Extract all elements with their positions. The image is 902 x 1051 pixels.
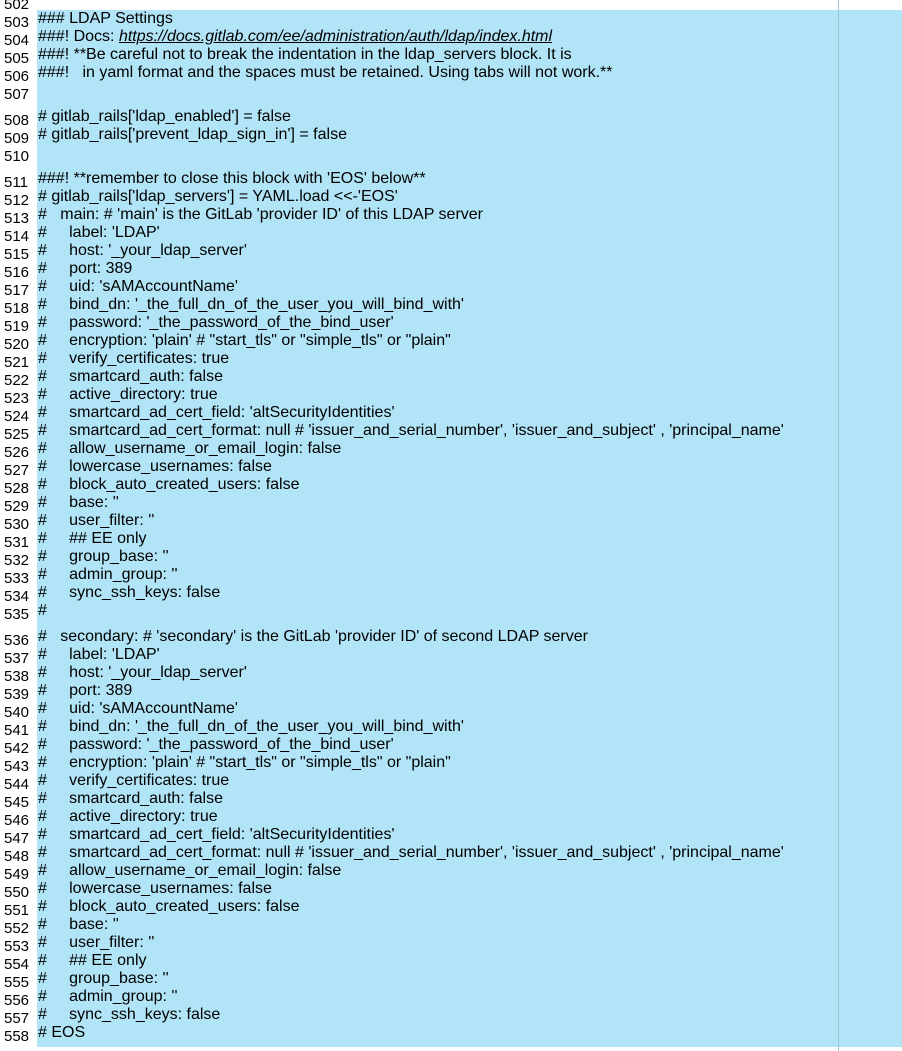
code-line[interactable] <box>0 862 902 883</box>
code-line[interactable] <box>0 700 902 721</box>
code-line[interactable] <box>0 108 902 129</box>
line-number: 529 <box>4 498 30 515</box>
code-text[interactable]: # lowercase_usernames: false <box>38 458 272 475</box>
code-text[interactable]: # active_directory: true <box>38 386 218 403</box>
code-text[interactable]: # smartcard_ad_cert_format: null # 'issuer_and_serial_number', 'issuer_and_subject' , 'principal_name' <box>38 844 784 861</box>
line-number: 532 <box>4 552 30 569</box>
code-line[interactable] <box>0 440 902 461</box>
code-line[interactable] <box>0 1024 902 1045</box>
code-line[interactable] <box>0 628 902 649</box>
code-line[interactable] <box>0 790 902 811</box>
code-line[interactable] <box>0 1006 902 1027</box>
code-line[interactable] <box>0 898 902 919</box>
code-text[interactable]: # ## EE only <box>38 952 147 969</box>
code-text[interactable]: # sync_ssh_keys: false <box>38 584 221 601</box>
code-text[interactable]: ### LDAP Settings <box>38 10 173 27</box>
code-line[interactable] <box>0 970 902 991</box>
docs-link[interactable]: https://docs.gitlab.com/ee/administration/auth/ldap/index.html <box>118 28 553 45</box>
line-number: 510 <box>4 148 30 165</box>
code-text[interactable]: # smartcard_ad_cert_field: 'altSecurityIdentities' <box>38 826 395 843</box>
line-number: 504 <box>4 32 30 49</box>
code-line[interactable] <box>0 224 902 245</box>
code-text[interactable]: # block_auto_created_users: false <box>38 476 300 493</box>
code-line[interactable] <box>0 664 902 685</box>
line-number: 556 <box>4 992 30 1009</box>
code-text[interactable]: # secondary: # 'secondary' is the GitLab 'provider ID' of second LDAP server <box>38 628 588 645</box>
line-number: 512 <box>4 192 30 209</box>
line-number: 521 <box>4 354 30 371</box>
line-number: 533 <box>4 570 30 587</box>
code-line[interactable] <box>0 350 902 371</box>
code-text[interactable]: # active_directory: true <box>38 808 218 825</box>
code-text[interactable]: ###! in yaml format and the spaces must be retained. Using tabs will not work.** <box>38 64 613 81</box>
line-number: 538 <box>4 668 30 685</box>
code-line[interactable] <box>0 332 902 353</box>
code-text[interactable]: # encryption: 'plain' # "start_tls" or "simple_tls" or "plain" <box>38 332 451 349</box>
code-line[interactable] <box>0 916 902 937</box>
code-line[interactable] <box>0 0 902 13</box>
code-text[interactable]: # admin_group: '' <box>38 566 178 583</box>
code-text-prefix: ###! Docs: <box>38 28 119 45</box>
code-text[interactable]: # password: '_the_password_of_the_bind_user' <box>38 314 394 331</box>
code-line[interactable] <box>0 260 902 281</box>
code-line[interactable] <box>0 682 902 703</box>
code-line[interactable] <box>0 566 902 587</box>
code-text[interactable]: # label: 'LDAP' <box>38 224 160 241</box>
line-number: 508 <box>4 112 30 129</box>
code-text[interactable]: # sync_ssh_keys: false <box>38 1006 221 1023</box>
code-line[interactable] <box>0 206 902 227</box>
line-number: 549 <box>4 866 30 883</box>
line-number: 546 <box>4 812 30 829</box>
code-line[interactable] <box>0 64 902 85</box>
line-number: 547 <box>4 830 30 847</box>
code-text[interactable]: # port: 389 <box>38 260 133 277</box>
code-line[interactable] <box>0 646 902 667</box>
code-line[interactable] <box>0 314 902 335</box>
line-number: 545 <box>4 794 30 811</box>
line-number: 513 <box>4 210 30 227</box>
line-number: 503 <box>4 14 30 31</box>
line-number: 516 <box>4 264 30 281</box>
code-text[interactable]: # admin_group: '' <box>38 988 178 1005</box>
line-number: 515 <box>4 246 30 263</box>
line-number: 522 <box>4 372 30 389</box>
code-text[interactable]: ###! **Be careful not to break the indentation in the ldap_servers block. It is <box>38 46 572 63</box>
code-line[interactable] <box>0 934 902 955</box>
line-number: 528 <box>4 480 30 497</box>
line-number: 537 <box>4 650 30 667</box>
line-number: 555 <box>4 974 30 991</box>
code-text[interactable]: # main: # 'main' is the GitLab 'provider ID' of this LDAP server <box>38 206 483 223</box>
line-number: 544 <box>4 776 30 793</box>
code-line[interactable] <box>0 46 902 67</box>
code-line[interactable] <box>0 602 902 628</box>
line-number: 517 <box>4 282 30 299</box>
line-number: 514 <box>4 228 30 245</box>
line-number: 524 <box>4 408 30 425</box>
line-number: 539 <box>4 686 30 703</box>
line-number: 525 <box>4 426 30 443</box>
line-number: 519 <box>4 318 30 335</box>
code-line[interactable] <box>0 808 902 829</box>
line-number: 541 <box>4 722 30 739</box>
code-line[interactable] <box>0 826 902 847</box>
line-number: 534 <box>4 588 30 605</box>
code-text[interactable]: # allow_username_or_email_login: false <box>38 440 342 457</box>
code-line[interactable] <box>0 28 902 49</box>
line-number: 509 <box>4 130 30 147</box>
code-line[interactable] <box>0 530 902 551</box>
code-text[interactable]: # verify_certificates: true <box>38 772 230 789</box>
code-text[interactable]: # user_filter: '' <box>38 934 155 951</box>
code-text[interactable]: # base: '' <box>38 916 119 933</box>
code-text[interactable]: # uid: 'sAMAccountName' <box>38 278 238 295</box>
code-line[interactable] <box>0 188 902 209</box>
code-line[interactable] <box>0 880 902 901</box>
code-text[interactable]: # password: '_the_password_of_the_bind_user' <box>38 736 394 753</box>
code-text[interactable]: # smartcard_auth: false <box>38 790 223 807</box>
line-number: 527 <box>4 462 30 479</box>
code-line[interactable] <box>0 170 902 191</box>
code-text[interactable]: # host: '_your_ldap_server' <box>38 242 247 259</box>
code-line[interactable] <box>0 278 902 299</box>
line-number: 552 <box>4 920 30 937</box>
code-line[interactable] <box>0 296 902 317</box>
line-number: 542 <box>4 740 30 757</box>
code-text[interactable]: # encryption: 'plain' # "start_tls" or "simple_tls" or "plain" <box>38 754 451 771</box>
code-text[interactable]: # host: '_your_ldap_server' <box>38 664 247 681</box>
line-number: 557 <box>4 1010 30 1027</box>
line-number: 551 <box>4 902 30 919</box>
code-line[interactable] <box>0 512 902 533</box>
code-text[interactable]: # allow_username_or_email_login: false <box>38 862 342 879</box>
code-line[interactable] <box>0 386 902 407</box>
code-text[interactable]: # smartcard_ad_cert_format: null # 'issuer_and_serial_number', 'issuer_and_subject' , 'principal_name' <box>38 422 784 439</box>
code-line[interactable] <box>0 494 902 515</box>
code-line[interactable] <box>0 584 902 605</box>
code-text[interactable]: # port: 389 <box>38 682 133 699</box>
code-text[interactable]: # base: '' <box>38 494 119 511</box>
code-text[interactable] <box>38 28 552 46</box>
code-line[interactable] <box>0 144 902 170</box>
code-line[interactable] <box>0 772 902 793</box>
code-text[interactable]: # uid: 'sAMAccountName' <box>38 700 238 717</box>
code-text[interactable]: # group_base: '' <box>38 548 169 565</box>
code-line[interactable] <box>0 368 902 389</box>
code-text[interactable]: # gitlab_rails['ldap_enabled'] = false <box>38 108 291 125</box>
line-number: 511 <box>4 174 28 191</box>
code-line[interactable] <box>0 242 902 263</box>
code-text[interactable]: # ## EE only <box>38 530 147 547</box>
line-number: 518 <box>4 300 30 317</box>
line-number: 550 <box>4 884 30 901</box>
line-number: 505 <box>4 50 30 67</box>
code-text[interactable]: # block_auto_created_users: false <box>38 898 300 915</box>
line-number: 543 <box>4 758 30 775</box>
line-number: 531 <box>4 534 30 551</box>
line-number: 502 <box>4 0 30 13</box>
code-text[interactable]: # user_filter: '' <box>38 512 155 529</box>
line-number: 548 <box>4 848 30 865</box>
code-text[interactable]: # gitlab_rails['prevent_ldap_sign_in'] = false <box>38 126 347 143</box>
code-text[interactable]: # bind_dn: '_the_full_dn_of_the_user_you_will_bind_with' <box>38 718 464 735</box>
code-line[interactable] <box>0 844 902 865</box>
line-number: 520 <box>4 336 30 353</box>
line-number: 530 <box>4 516 30 533</box>
code-text[interactable]: # gitlab_rails['ldap_servers'] = YAML.load <<-'EOS' <box>38 188 398 205</box>
code-line[interactable] <box>0 548 902 569</box>
code-line[interactable] <box>0 754 902 775</box>
line-number: 536 <box>4 632 30 649</box>
code-text[interactable]: # verify_certificates: true <box>38 350 230 367</box>
code-text[interactable]: ###! **remember to close this block with 'EOS' below** <box>38 170 426 187</box>
code-text[interactable]: # <box>38 602 47 619</box>
line-number: 540 <box>4 704 30 721</box>
code-text[interactable]: # bind_dn: '_the_full_dn_of_the_user_you_will_bind_with' <box>38 296 464 313</box>
code-text[interactable]: # EOS <box>38 1024 86 1041</box>
code-line[interactable] <box>0 126 902 147</box>
code-line[interactable] <box>0 476 902 497</box>
line-number: 554 <box>4 956 30 973</box>
code-text[interactable]: # group_base: '' <box>38 970 169 987</box>
code-line[interactable] <box>0 82 902 108</box>
line-number: 558 <box>4 1028 30 1045</box>
line-number: 553 <box>4 938 30 955</box>
code-line[interactable] <box>0 952 902 973</box>
code-line[interactable] <box>0 10 902 31</box>
code-line[interactable] <box>0 458 902 479</box>
line-number: 526 <box>4 444 30 461</box>
code-line[interactable] <box>0 718 902 739</box>
line-number: 506 <box>4 68 30 85</box>
code-text[interactable]: # smartcard_ad_cert_field: 'altSecurityIdentities' <box>38 404 395 421</box>
line-number: 523 <box>4 390 30 407</box>
line-number: 507 <box>4 86 30 103</box>
code-text[interactable]: # label: 'LDAP' <box>38 646 160 663</box>
line-number: 535 <box>4 606 30 623</box>
code-line[interactable] <box>0 988 902 1009</box>
code-text[interactable]: # smartcard_auth: false <box>38 368 223 385</box>
code-line[interactable] <box>0 736 902 757</box>
code-line[interactable] <box>0 422 902 443</box>
code-line[interactable] <box>0 404 902 425</box>
code-text[interactable]: # lowercase_usernames: false <box>38 880 272 897</box>
